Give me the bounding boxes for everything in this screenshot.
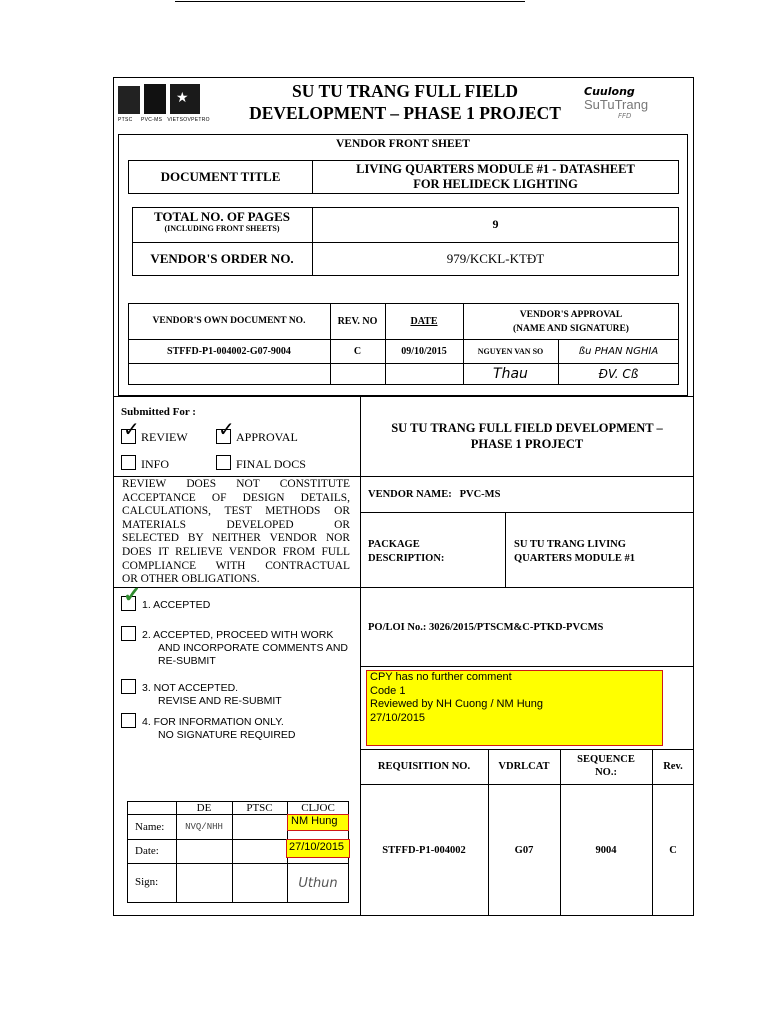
requisition-value: STFFD-P1-004002 <box>382 844 466 856</box>
po-value: 3026/2015/PTSCM&C-PTKD-PVCMS <box>428 622 604 633</box>
col-approval-line2: (NAME AND SIGNATURE) <box>513 324 629 334</box>
status-accepted[interactable] <box>121 582 351 614</box>
package-line2: QUARTERS MODULE #1 <box>514 553 635 564</box>
left-logos <box>118 84 222 128</box>
total-pages-value: 9 <box>492 217 499 231</box>
col-rev-header <box>330 303 385 339</box>
ptsc-caption: PTSC <box>118 117 133 123</box>
approver-cell <box>463 339 558 363</box>
vietsovpetro-caption: VIETSOVPETRO <box>167 117 210 123</box>
col-ptsc-label: PTSC <box>246 801 273 814</box>
po-label: PO/LOI No.: <box>368 622 427 633</box>
signature-1-cell <box>463 363 558 385</box>
total-pages-label-cell <box>132 209 312 234</box>
project-title-line1: SU TU TRANG FULL FIELD <box>292 81 518 101</box>
rev-cell <box>330 339 385 363</box>
opt3-line2: REVISE AND RE-SUBMIT <box>158 695 282 707</box>
cljoc-date-value: 27/10/2015 <box>289 841 345 853</box>
ptsc-logo <box>118 86 140 114</box>
disclaimer-line: OR OTHER OBLIGATIONS. <box>122 573 260 586</box>
col-rev-label: REV. NO <box>337 315 378 327</box>
sequence-cell <box>560 784 652 916</box>
signature-2: ÐV. Cß <box>598 367 639 381</box>
info-only-checkbox[interactable] <box>121 713 136 728</box>
docno-cell <box>128 339 330 363</box>
disclaimer <box>122 478 350 587</box>
front-sheet-heading: VENDOR FRONT SHEET <box>336 138 470 150</box>
right-project-line2: PHASE 1 PROJECT <box>470 437 584 451</box>
accepted-label: 1. ACCEPTED <box>142 599 211 611</box>
cljoc-signature: Uthun <box>298 875 338 891</box>
comment-line: Code 1 <box>370 684 406 697</box>
right-rule-1 <box>360 476 694 477</box>
right-rule-2 <box>360 512 694 513</box>
opt2-line3: RE-SUBMIT <box>158 655 216 667</box>
total-pages-sublabel: (INCLUDING FRONT SHEETS) <box>164 224 280 233</box>
vdrlcat-cell <box>488 784 560 916</box>
logo-captions <box>118 117 222 123</box>
vietsovpetro-logo: ★ <box>170 84 200 114</box>
right-project-line1: SU TU TRANG FULL FIELD DEVELOPMENT – <box>391 421 663 435</box>
ffd-logo-text: FFD <box>618 112 632 120</box>
requisition-cell <box>360 784 488 916</box>
opt2-line1: 2. ACCEPTED, PROCEED WITH WORK <box>142 629 334 641</box>
info-only-label <box>142 716 295 742</box>
package-label <box>368 538 444 566</box>
final-docs-label: FINAL DOCS <box>236 457 306 471</box>
vdrlcat-value: G07 <box>514 844 534 856</box>
info-checkbox[interactable] <box>121 455 136 470</box>
right-rule-3 <box>360 587 694 588</box>
approver-handwriting: ßu PHAN NGHIA <box>578 345 659 357</box>
col-ptsc <box>232 801 287 814</box>
accepted-with-comments-checkbox[interactable] <box>121 626 136 641</box>
col-docno-header <box>128 303 330 339</box>
review-table-v2 <box>232 801 233 903</box>
disclaimer-line: CALCULATIONS, TEST METHODS OR <box>122 505 350 518</box>
approval-label: APPROVAL <box>236 430 298 444</box>
order-label-cell <box>132 242 312 276</box>
col-de <box>176 801 232 814</box>
signature-2-cell <box>558 363 679 385</box>
document-title-value-cell <box>312 160 679 194</box>
row-name-label: Name: <box>135 821 165 833</box>
col-approval-line1: VENDOR'S APPROVAL <box>519 310 623 320</box>
document-title-line2: FOR HELIDECK LIGHTING <box>413 177 578 191</box>
package-label-line2: DESCRIPTION: <box>368 553 445 564</box>
vendor-name-value: PVC-MS <box>459 489 501 500</box>
review-check-icon: ✓ <box>123 419 140 441</box>
package-line1: SU TU TRANG LIVING <box>514 539 626 550</box>
row-sign-label: Sign: <box>135 876 159 888</box>
col-rev-label2: Rev. <box>663 761 683 772</box>
right-rule-4 <box>360 666 694 667</box>
col-vdrlcat-label: VDRLCAT <box>498 761 550 772</box>
disclaimer-bottom-rule <box>113 587 360 588</box>
col-requisition <box>360 749 488 784</box>
review-comment-highlight <box>366 670 663 746</box>
order-value: 979/KCKL-KTĐT <box>446 251 545 266</box>
col-sequence-line2: NO.: <box>595 767 617 778</box>
approval-check-icon: ✓ <box>218 419 235 441</box>
status-info-only[interactable] <box>121 713 356 743</box>
submitted-for-label: Submitted For : <box>121 406 196 418</box>
package-description <box>514 538 635 566</box>
approver-handwriting-cell <box>558 339 679 363</box>
date-cell <box>385 339 463 363</box>
pvcms-logo <box>144 84 166 114</box>
document-title-line1: LIVING QUARTERS MODULE #1 - DATASHEET <box>356 162 635 176</box>
cljoc-sign-cell <box>287 865 349 901</box>
col-vdrlcat <box>488 749 560 784</box>
not-accepted-label <box>142 682 282 708</box>
vendor-name-row <box>368 489 500 500</box>
final-docs-checkbox[interactable] <box>216 455 231 470</box>
info-label: INFO <box>141 457 170 471</box>
document-title-label: DOCUMENT TITLE <box>160 169 281 184</box>
right-project-title <box>360 420 694 452</box>
status-not-accepted[interactable] <box>121 679 356 709</box>
col-docno-label: VENDOR'S OWN DOCUMENT NO. <box>152 316 306 326</box>
col-approval-header <box>463 308 679 336</box>
document-title-label-cell <box>128 160 313 194</box>
disclaimer-line: ACCEPTANCE OF DESIGN DETAILS, <box>122 491 350 504</box>
review-label: REVIEW <box>141 430 188 444</box>
opt4-line1: 4. FOR INFORMATION ONLY. <box>142 716 284 728</box>
info-option[interactable] <box>121 455 211 473</box>
disclaimer-line: MATERIALS DEVELOPED OR <box>122 518 350 531</box>
review-table-h3 <box>127 863 349 864</box>
cljoc-date-highlight <box>286 839 350 858</box>
po-row <box>368 622 603 633</box>
cljoc-name-value: NM Hung <box>291 815 338 827</box>
order-label: VENDOR'S ORDER NO. <box>150 251 294 266</box>
package-label-line1: PACKAGE <box>368 539 420 550</box>
col-sequence-line1: SEQUENCE <box>577 754 635 765</box>
comment-line: 27/10/2015 <box>370 711 426 724</box>
disclaimer-line: COMPLIANCE WITH CONTRACTUAL <box>122 559 350 572</box>
package-divider <box>505 512 506 587</box>
project-title-line2: DEVELOPMENT – PHASE 1 PROJECT <box>249 103 561 123</box>
cuulong-logo-text: Cuulong <box>584 85 635 98</box>
status-accepted-with-comments[interactable] <box>121 626 356 668</box>
col-sequence <box>560 753 652 779</box>
rev-value: C <box>353 345 362 357</box>
row-date-label: Date: <box>135 845 159 857</box>
order-value-cell <box>312 242 679 276</box>
disclaimer-line: DOES IT RELIEVE VENDOR FROM FULL <box>122 545 350 558</box>
col-rev <box>652 749 694 784</box>
disclaimer-line: REVIEW DOES NOT CONSTITUTE <box>122 478 350 490</box>
de-name-cell <box>176 814 232 839</box>
not-accepted-checkbox[interactable] <box>121 679 136 694</box>
opt4-line2: NO SIGNATURE REQUIRED <box>158 729 296 741</box>
total-pages-label: TOTAL NO. OF PAGES <box>153 209 291 224</box>
lower-top-rule <box>113 396 694 397</box>
rev-cell-2 <box>652 784 694 916</box>
rev-value-2: C <box>669 844 677 856</box>
col-de-label: DE <box>196 801 212 814</box>
col-cljoc-label: CLJOC <box>301 801 335 814</box>
project-title <box>225 80 585 124</box>
signature-1: Thau <box>493 366 528 382</box>
top-rule <box>175 1 525 2</box>
comment-line: CPY has no further comment <box>370 671 512 683</box>
date-value: 09/10/2015 <box>401 345 447 357</box>
vendor-name-label: VENDOR NAME: <box>368 489 452 500</box>
approval-option[interactable] <box>216 419 336 447</box>
opt3-line1: 3. NOT ACCEPTED. <box>142 682 239 694</box>
pvcms-caption: PVC-MS <box>141 117 163 123</box>
sututrang-logo-text: SuTuTrang <box>584 97 649 112</box>
submitted-bottom-rule <box>113 476 360 477</box>
total-pages-value-cell <box>312 207 679 242</box>
sequence-value: 9004 <box>595 844 617 856</box>
accepted-check-icon: ✓ <box>123 582 142 607</box>
col-date-label: DATE <box>410 315 438 327</box>
comment-line: Reviewed by NH Cuong / NM Hung <box>370 698 544 710</box>
opt2-line2: AND INCORPORATE COMMENTS AND <box>158 642 348 654</box>
approver-name: NGUYEN VAN SO <box>477 346 544 356</box>
col-requisition-label: REQUISITION NO. <box>377 761 471 772</box>
disclaimer-line: SELECTED BY NEITHER VENDOR NOR <box>122 532 350 545</box>
accepted-with-comments-label <box>142 629 348 668</box>
de-name-value: NVQ/NHH <box>185 821 223 832</box>
col-cljoc <box>287 801 349 814</box>
cljoc-name-highlight <box>287 814 349 831</box>
final-docs-option[interactable] <box>216 455 336 473</box>
docno-value: STFFD-P1-004002-G07-9004 <box>167 345 291 357</box>
right-logo <box>584 86 672 126</box>
col-date-header <box>385 303 463 339</box>
